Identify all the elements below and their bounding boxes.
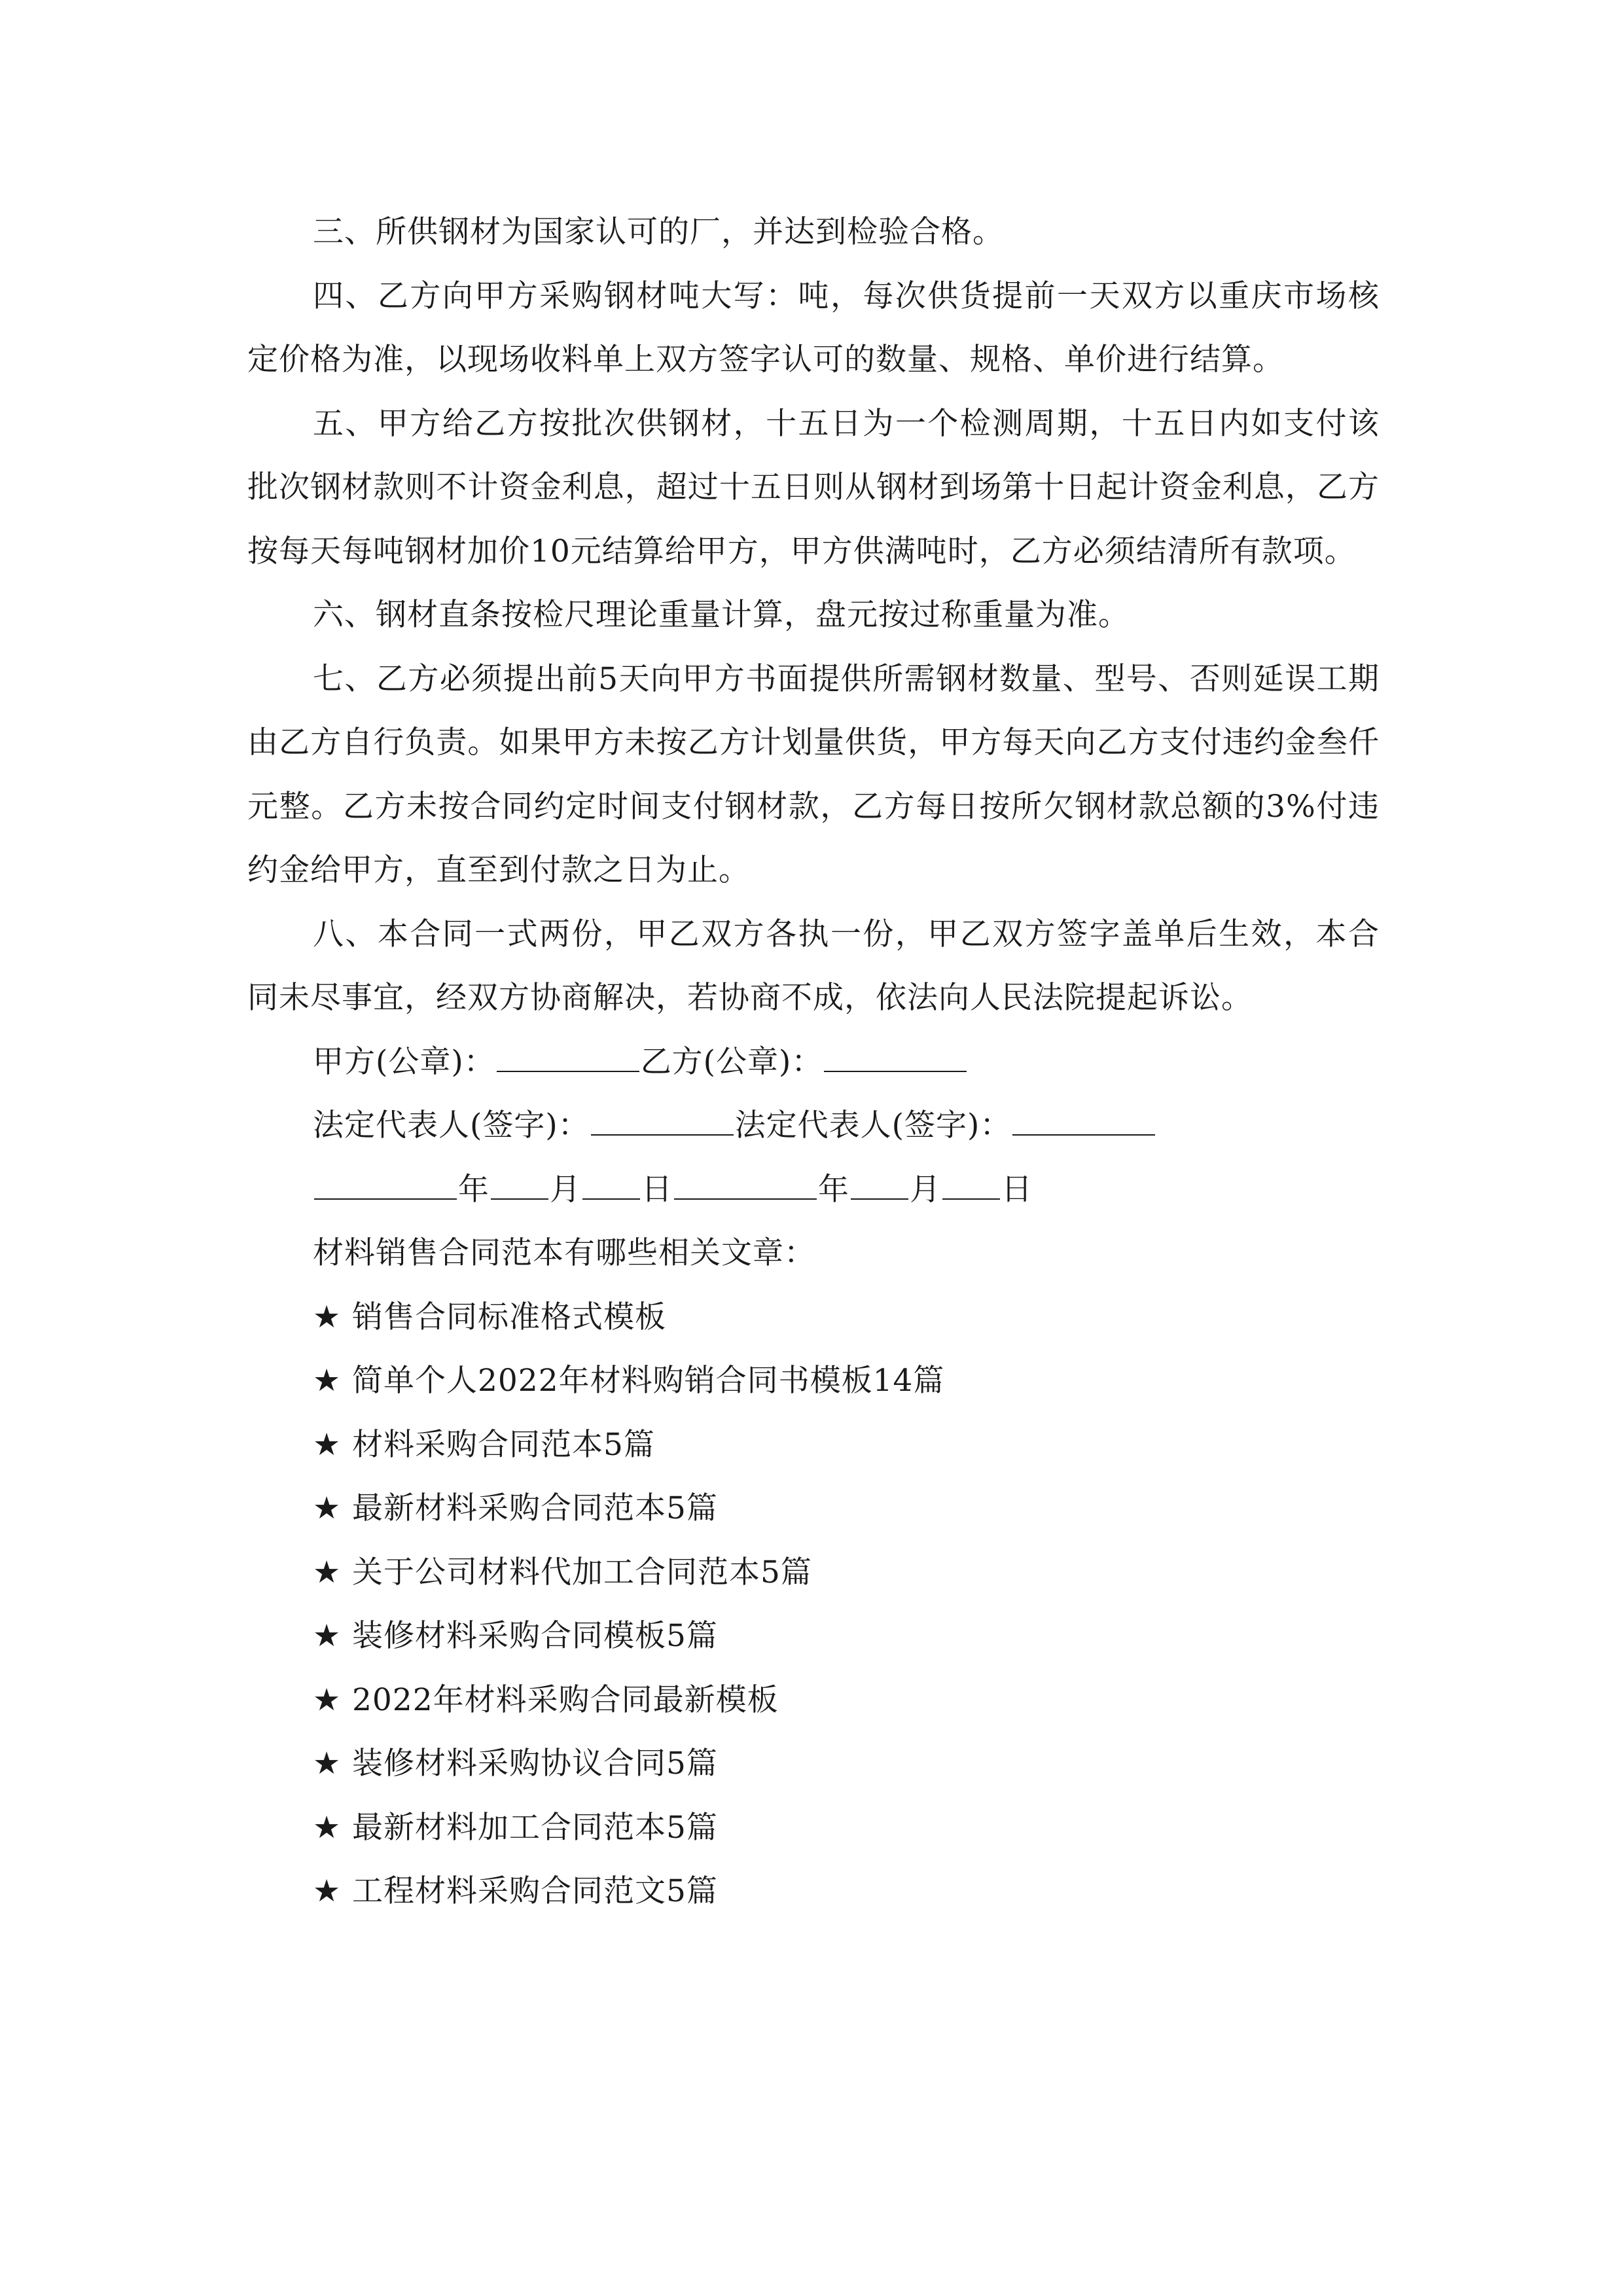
star-icon: ★ <box>313 1809 342 1846</box>
star-icon: ★ <box>313 1554 342 1590</box>
related-article-title: 最新材料采购合同范本5篇 <box>352 1490 718 1526</box>
star-icon: ★ <box>313 1873 342 1909</box>
related-article-link[interactable] <box>247 1413 1380 1477</box>
related-article-link[interactable] <box>247 1604 1380 1668</box>
date-b-month-blank <box>851 1172 908 1200</box>
related-article-title: 最新材料加工合同范本5篇 <box>352 1809 718 1846</box>
related-article-title: 装修材料采购协议合同5篇 <box>352 1746 718 1782</box>
star-icon: ★ <box>313 1618 342 1654</box>
rep-b-label: 法定代表人(签字)： <box>734 1107 1012 1143</box>
seal-line <box>247 1030 1380 1094</box>
clause-4: 四、乙方向甲方采购钢材吨大写：吨，每次供货提前一天双方以重庆市场核定价格为准，以现场收料单上双方签字认可的数量、规格、单价进行结算。 <box>247 278 1380 378</box>
party-a-seal-blank <box>497 1045 639 1072</box>
star-icon: ★ <box>313 1426 342 1463</box>
related-heading: 材料销售合同范本有哪些相关文章： <box>313 1235 815 1271</box>
date-b-year-label: 年 <box>818 1171 849 1208</box>
clause-6: 六、钢材直条按检尺理论重量计算，盘元按过称重量为准。 <box>313 597 1130 633</box>
related-article-link[interactable] <box>247 1285 1380 1350</box>
date-a-year-blank <box>314 1172 457 1200</box>
date-line <box>247 1158 1380 1222</box>
rep-b-blank <box>1012 1108 1155 1136</box>
related-article-title: 关于公司材料代加工合同范本5篇 <box>352 1554 812 1590</box>
date-b-month-label: 月 <box>910 1171 941 1208</box>
related-article-link[interactable] <box>247 1668 1380 1732</box>
party-a-seal-label: 甲方(公章)： <box>313 1043 495 1080</box>
clause-5: 五、甲方给乙方按批次供钢材，十五日为一个检测周期，十五日内如支付该批次钢材款则不计资金利息，超过十五日则从钢材到场第十日起计资金利息，乙方按每天每吨钢材加价10元结算给甲方，甲方供满吨时，乙方必须结清所有款项。 <box>247 405 1380 569</box>
related-article-link[interactable] <box>247 1859 1380 1924</box>
date-a-month-label: 月 <box>550 1171 581 1208</box>
related-article-title: 工程材料采购合同范文5篇 <box>352 1873 718 1909</box>
rep-a-label: 法定代表人(签字)： <box>313 1107 590 1143</box>
contract-body <box>247 200 1380 1924</box>
clause-8: 八、本合同一式两份，甲乙双方各执一份，甲乙双方签字盖单后生效，本合同未尽事宜，经双方协商解决，若协商不成，依法向人民法院提起诉讼。 <box>247 916 1380 1016</box>
related-article-title: 装修材料采购合同模板5篇 <box>352 1618 718 1654</box>
star-icon: ★ <box>313 1299 342 1335</box>
date-a-day-label: 日 <box>641 1171 673 1208</box>
star-icon: ★ <box>313 1490 342 1526</box>
related-article-link[interactable] <box>247 1349 1380 1413</box>
related-article-title: 销售合同标准格式模板 <box>352 1299 666 1335</box>
related-article-title: 简单个人2022年材料购销合同书模板14篇 <box>352 1363 945 1399</box>
related-article-link[interactable] <box>247 1732 1380 1796</box>
date-a-day-blank <box>582 1172 640 1200</box>
related-article-link[interactable] <box>247 1477 1380 1541</box>
party-b-seal-blank <box>824 1045 967 1072</box>
rep-a-blank <box>591 1108 734 1136</box>
date-a-month-blank <box>491 1172 548 1200</box>
related-article-title: 材料采购合同范本5篇 <box>352 1426 655 1463</box>
clause-7: 七、乙方必须提出前5天向甲方书面提供所需钢材数量、型号、否则延误工期由乙方自行负责。如果甲方未按乙方计划量供货，甲方每天向乙方支付违约金叁仟元整。乙方未按合同约定时间支付钢材款，乙方每日按所欠钢材款总额的3%付违约金给甲方，直至到付款之日为止。 <box>247 660 1380 888</box>
date-b-day-blank <box>942 1172 1000 1200</box>
star-icon: ★ <box>313 1681 342 1718</box>
date-b-year-blank <box>674 1172 817 1200</box>
related-article-title: 2022年材料采购合同最新模板 <box>352 1681 779 1718</box>
related-article-link[interactable] <box>247 1541 1380 1605</box>
star-icon: ★ <box>313 1746 342 1782</box>
related-article-link[interactable] <box>247 1796 1380 1860</box>
representative-line <box>247 1094 1380 1158</box>
related-articles-list <box>247 1285 1380 1924</box>
star-icon: ★ <box>313 1363 342 1399</box>
party-b-seal-label: 乙方(公章)： <box>640 1043 823 1080</box>
date-a-year-label: 年 <box>458 1171 490 1208</box>
clause-3: 三、所供钢材为国家认可的厂，并达到检验合格。 <box>313 214 1004 250</box>
date-b-day-label: 日 <box>1001 1171 1033 1208</box>
